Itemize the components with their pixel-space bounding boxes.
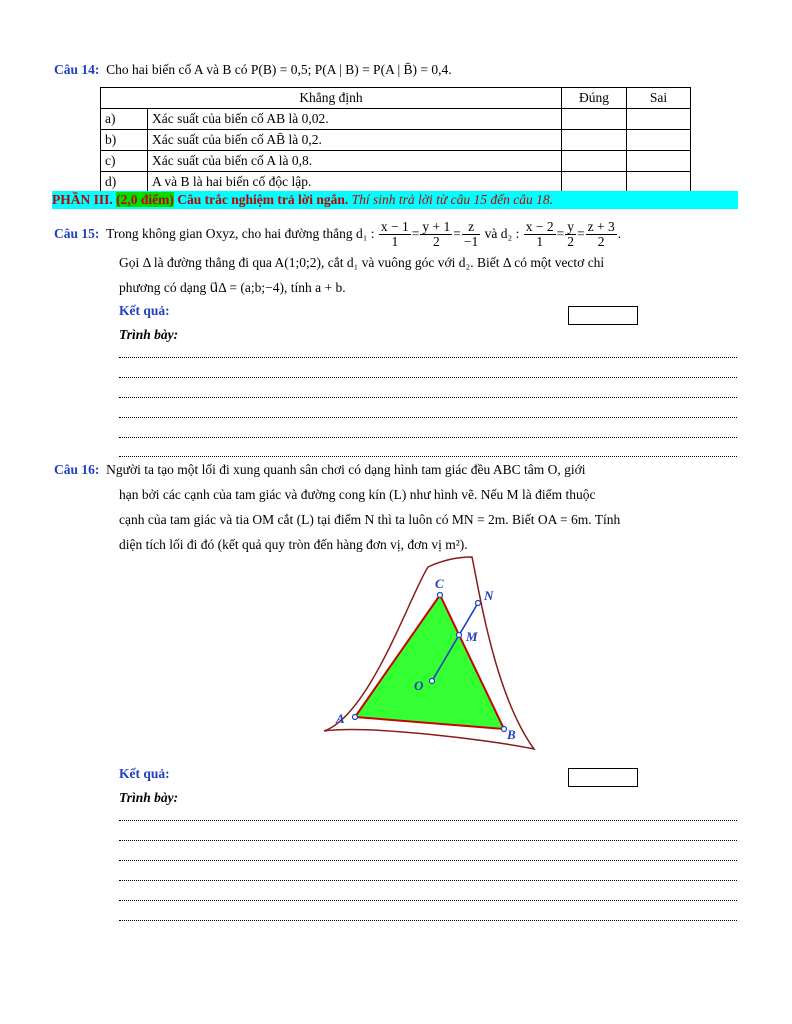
frac-den: 1 <box>536 234 544 250</box>
q16-figure <box>310 555 550 755</box>
answer-line[interactable] <box>119 437 737 438</box>
col-statement: Khẳng định <box>101 88 562 109</box>
q14-table <box>100 87 691 193</box>
true-cell[interactable] <box>562 172 627 193</box>
true-cell[interactable] <box>562 109 627 130</box>
answer-line[interactable] <box>119 417 737 418</box>
row-key: c) <box>101 151 148 172</box>
row-text: Xác suất của biến cố AB là 0,02. <box>148 109 562 130</box>
answer-line[interactable] <box>119 377 737 378</box>
label-n: N <box>484 588 494 603</box>
q14-header <box>54 62 452 78</box>
d1-frac-x <box>379 220 411 249</box>
false-cell[interactable] <box>627 109 691 130</box>
frac-den: −1 <box>463 234 479 250</box>
answer-line[interactable] <box>119 900 737 901</box>
table-header-row <box>101 88 691 109</box>
answer-line[interactable] <box>119 456 737 457</box>
point-m <box>457 633 462 638</box>
part3-title: PHẦN III. <box>52 192 113 207</box>
q16-answer-box[interactable] <box>568 768 638 787</box>
part3-banner <box>52 191 738 209</box>
answer-line[interactable] <box>119 357 737 358</box>
point-b <box>502 727 507 732</box>
q15-line2: Gọi Δ là đường thẳng đi qua A(1;0;2), cắt d₁ và vuông góc với d₂. Biết Δ có một vectơ chỉ <box>119 255 605 270</box>
row-key: d) <box>101 172 148 193</box>
q15-line1-a: Trong không gian Oxyz, cho hai đường thẳng d₁ : <box>106 226 375 241</box>
q16-line3: cạnh của tam giác và tia OM cắt (L) tại điểm N thì ta luôn có MN = 2m. Biết OA = 6m. Tính <box>119 512 621 527</box>
point-c <box>438 593 443 598</box>
q16-line1 <box>54 462 586 478</box>
frac-num: y <box>567 219 574 235</box>
frac-num: y + 1 <box>422 219 451 235</box>
frac-num: z + 3 <box>587 219 615 235</box>
answer-line[interactable] <box>119 820 737 821</box>
frac-den: 1 <box>391 234 399 250</box>
label-b: B <box>507 727 516 742</box>
false-cell[interactable] <box>627 130 691 151</box>
row-text: Xác suất của biến cố A là 0,8. <box>148 151 562 172</box>
part3-points: (2,0 điểm) <box>116 192 174 207</box>
row-key: a) <box>101 109 148 130</box>
q15-result-label: Kết quả: <box>119 303 170 318</box>
table-row <box>101 130 691 151</box>
q14-label: Câu 14: <box>54 62 100 77</box>
q16-result-label: Kết quả: <box>119 766 170 781</box>
label-c: C <box>435 576 444 591</box>
point-n <box>476 601 481 606</box>
table-row <box>101 172 691 193</box>
d2-frac-y <box>565 220 576 249</box>
triangle-abc <box>355 595 504 729</box>
frac-den: 2 <box>432 234 440 250</box>
d2-frac-x <box>524 220 556 249</box>
q15-label: Câu 15: <box>54 226 100 241</box>
false-cell[interactable] <box>627 151 691 172</box>
q15-line3: phương có dạng u⃗Δ = (a;b;−4), tính a + b. <box>119 280 346 295</box>
d1-frac-y <box>420 220 452 249</box>
answer-line[interactable] <box>119 397 737 398</box>
q15-line1: Câu 15: Trong không gian Oxyz, cho hai đường thẳng d₁ : $\frac{x - 1}{1}$ = $\frac{y + 1}{2}$ = $\frac{z}{-1}$ và d₂ : $\frac{x - 2}{1}$ = $\frac{y}{2}$ = $\frac{z + 3}{2}$ . <box>54 219 622 250</box>
part3-heading: Câu trắc nghiệm trả lời ngắn. <box>177 192 349 207</box>
answer-line[interactable] <box>119 880 737 881</box>
answer-line[interactable] <box>119 860 737 861</box>
d2-frac-z <box>586 220 617 249</box>
frac-num: x − 2 <box>525 219 554 235</box>
col-true: Đúng <box>562 88 627 109</box>
q14-text: Cho hai biến cố A và B có P(B) = 0,5; P(A | B) = P(A | B̄) = 0,4. <box>106 62 452 77</box>
frac-den: 2 <box>567 234 574 250</box>
frac-num: z <box>462 220 480 235</box>
row-text: Xác suất của biến cố AB̄ là 0,2. <box>148 130 562 151</box>
table-row <box>101 109 691 130</box>
table-row <box>101 151 691 172</box>
col-false: Sai <box>627 88 691 109</box>
row-key: b) <box>101 130 148 151</box>
label-a: A <box>336 711 345 726</box>
q16-line1-text: Người ta tạo một lối đi xung quanh sân chơi có dạng hình tam giác đều ABC tâm O, giới <box>106 462 586 477</box>
label-o: O <box>414 678 424 693</box>
q16-line2: hạn bởi các cạnh của tam giác và đường cong kín (L) như hình vẽ. Nếu M là điểm thuộc <box>119 487 596 502</box>
row-text: A và B là hai biến cố độc lập. <box>148 172 562 193</box>
point-o <box>430 679 435 684</box>
q15-answer-box[interactable] <box>568 306 638 325</box>
frac-den: 2 <box>597 234 605 250</box>
q16-line4: diện tích lối đi đó (kết quả quy tròn đến hàng đơn vị, đơn vị m²). <box>119 537 468 552</box>
answer-line[interactable] <box>119 920 737 921</box>
q16-label: Câu 16: <box>54 462 100 477</box>
true-cell[interactable] <box>562 151 627 172</box>
true-cell[interactable] <box>562 130 627 151</box>
part3-note: Thí sinh trả lời từ câu 15 đến câu 18. <box>351 192 553 207</box>
d1-frac-z <box>462 220 480 249</box>
q15-line1-b: và d₂ : <box>484 226 520 241</box>
q16-work-label: Trình bày: <box>119 790 179 805</box>
point-a <box>353 715 358 720</box>
q15-work-label: Trình bày: <box>119 327 179 342</box>
answer-line[interactable] <box>119 840 737 841</box>
label-m: M <box>466 629 478 644</box>
false-cell[interactable] <box>627 172 691 193</box>
frac-num: x − 1 <box>380 219 409 235</box>
